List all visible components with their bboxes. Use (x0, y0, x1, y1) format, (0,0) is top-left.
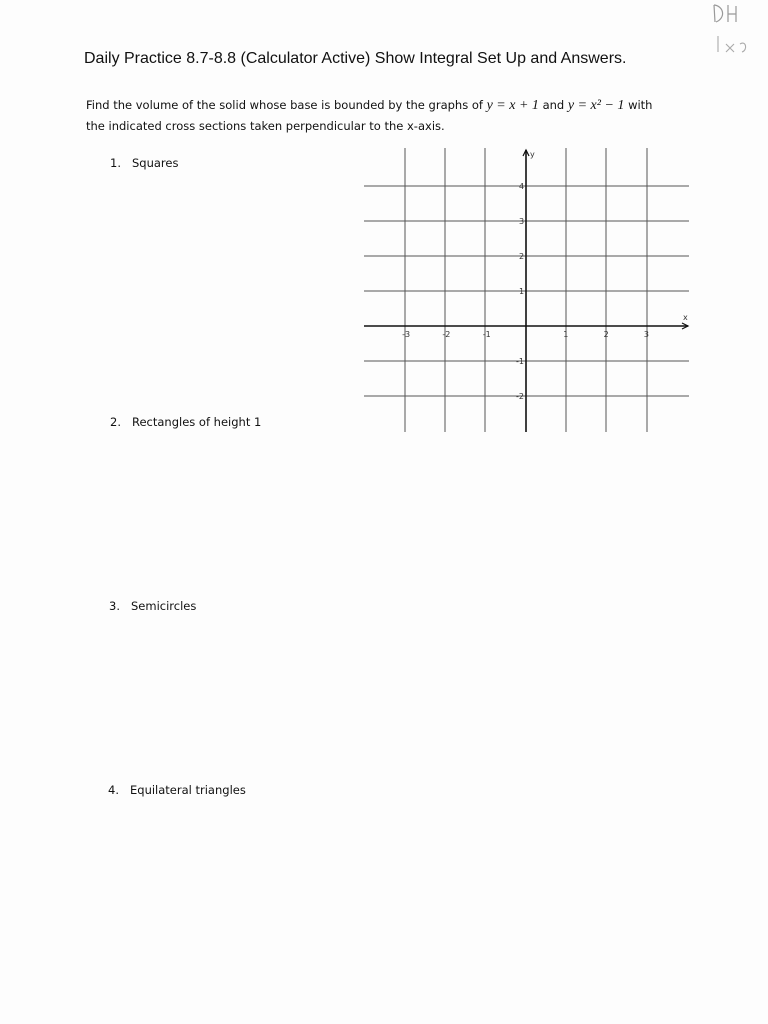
coordinate-grid (364, 148, 692, 434)
problem-number: 3. (109, 599, 120, 613)
problem-1 (110, 156, 178, 170)
x-tick-label: -3 (402, 330, 411, 339)
x-tick-label: -2 (442, 330, 451, 339)
problem-2 (110, 415, 261, 429)
y-tick-label: -2 (516, 392, 524, 401)
x-tick-label: 3 (643, 330, 649, 339)
instructions-line2: the indicated cross sections taken perpendicular to the x-axis. (86, 119, 445, 133)
problem-number: 2. (110, 415, 121, 429)
problem-label: Rectangles of height 1 (132, 415, 262, 429)
y-axis-label: y (530, 150, 535, 159)
problem-label: Equilateral triangles (130, 783, 246, 797)
equation-parabola: y = x² − 1 (567, 98, 625, 113)
y-tick-label: -1 (516, 357, 524, 366)
instructions-with: with (628, 98, 653, 112)
problem-label: Squares (132, 156, 179, 170)
page-title: Daily Practice 8.7-8.8 (Calculator Active) Show Integral Set Up and Answers. (84, 50, 627, 67)
y-tick-label: 4 (519, 182, 525, 191)
instructions (86, 95, 696, 137)
y-tick-label: 2 (519, 252, 525, 261)
problem-number: 4. (108, 783, 119, 797)
instructions-and: and (542, 98, 565, 112)
y-tick-label: 1 (519, 287, 525, 296)
x-tick-label: -1 (482, 330, 491, 339)
x-tick-label: 2 (603, 330, 609, 339)
x-tick-label: 1 (563, 330, 569, 339)
problem-4 (108, 783, 246, 797)
problem-number: 1. (110, 156, 121, 170)
problem-3 (109, 599, 196, 613)
handwritten-corner-mark (708, 0, 768, 60)
x-axis-label: x (683, 313, 688, 322)
equation-line: y = x + 1 (486, 98, 539, 113)
y-tick-label: 3 (519, 217, 525, 226)
instructions-text: Find the volume of the solid whose base is bounded by the graphs of (86, 98, 483, 112)
problem-label: Semicircles (131, 599, 197, 613)
